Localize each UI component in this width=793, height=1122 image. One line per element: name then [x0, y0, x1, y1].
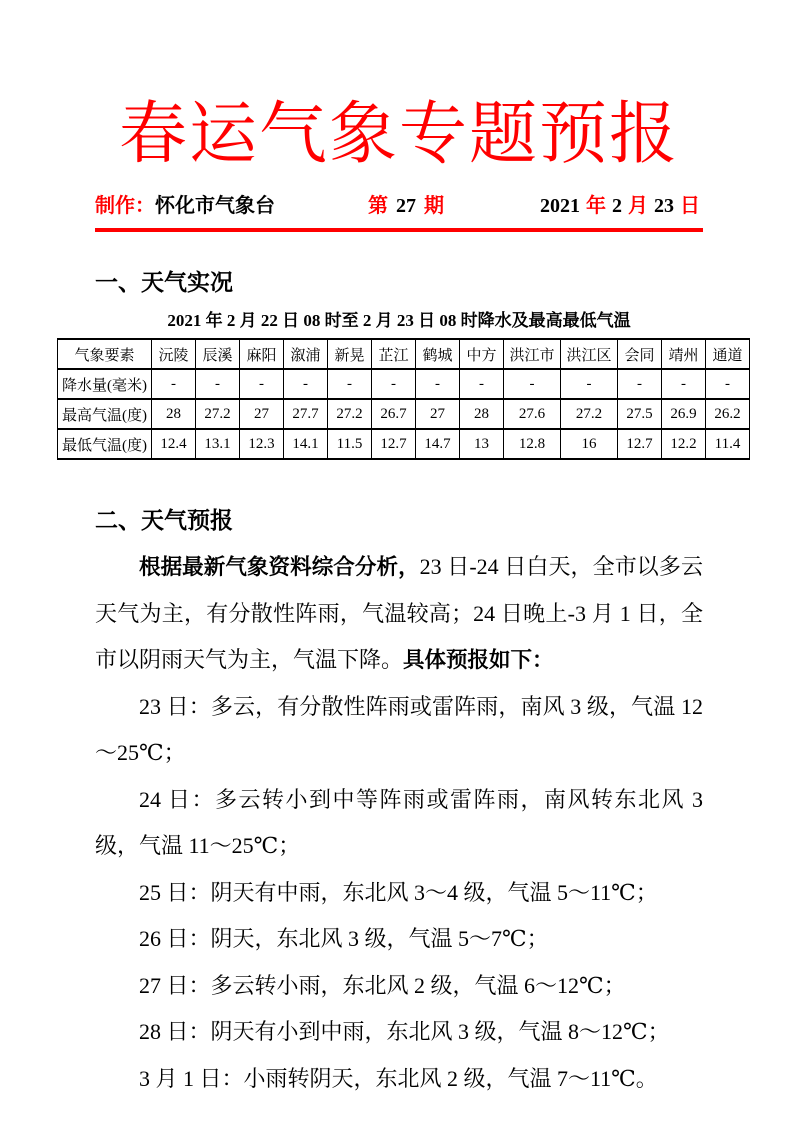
issue-value: 27 [396, 195, 416, 218]
table-col-header: 洪江区 [561, 339, 618, 369]
table-value-cell: - [662, 369, 706, 399]
weather-observation-table [57, 338, 750, 460]
table-col-header: 芷江 [372, 339, 416, 369]
table-value-cell: - [504, 369, 561, 399]
table-value-cell: 27.2 [196, 399, 240, 429]
table-value-cell: 11.4 [706, 429, 750, 459]
issue-number [364, 193, 448, 220]
forecast-day-26: 26 日：阴天，东北风 3 级，气温 5～7℃； [139, 926, 549, 952]
forecast-day-27: 27 日：多云转小雨，东北风 2 级，气温 6～12℃； [139, 972, 626, 998]
table-row-label: 最低气温(度) [58, 429, 152, 459]
table-value-cell: - [561, 369, 618, 399]
table-value-cell: 13 [460, 429, 504, 459]
producer-value: 怀化市气象台 [155, 195, 275, 218]
document-title: 春运气象专题预报 [118, 96, 679, 172]
table-body [58, 369, 750, 459]
table-col-header: 新晃 [328, 339, 372, 369]
date-day-unit: 日 [680, 195, 700, 218]
table-value-cell: 27.2 [561, 399, 618, 429]
table-col-header: 鹤城 [416, 339, 460, 369]
table-value-cell: - [328, 369, 372, 399]
table-col-header: 靖州 [662, 339, 706, 369]
table-value-cell: 12.3 [240, 429, 284, 459]
table-col-header: 麻阳 [240, 339, 284, 369]
table-value-cell: - [196, 369, 240, 399]
table-value-cell: 27 [240, 399, 284, 429]
table-value-cell: 12.4 [152, 429, 196, 459]
table-value-cell: - [416, 369, 460, 399]
table-col-header: 中方 [460, 339, 504, 369]
table-value-cell: 12.2 [662, 429, 706, 459]
table-value-cell: 11.5 [328, 429, 372, 459]
table-value-cell: 14.7 [416, 429, 460, 459]
table-col-header: 溆浦 [284, 339, 328, 369]
section2-heading: 二、天气预报 [95, 508, 233, 534]
forecast-intro-paragraph [95, 544, 703, 684]
forecast-day-25: 25 日：阴天有中雨，东北风 3～4 级，气温 5～11℃； [139, 879, 658, 905]
meta-row [95, 193, 703, 220]
issue-date [537, 193, 703, 220]
table-value-cell: - [240, 369, 284, 399]
table-col-header: 沅陵 [152, 339, 196, 369]
forecast-intro-text: 23 日-24 日白天，全市以多云天气为主，有分散性阵雨，气温较高；24 日晚上-3 月 1 日，全市以阴雨天气为主，气温下降。 [95, 554, 703, 673]
table-value-cell: 27.7 [284, 399, 328, 429]
weather-table-caption: 2021 年 2 月 22 日 08 时至 2 月 23 日 08 时降水及最高最低气温 [167, 311, 631, 331]
table-value-cell: 13.1 [196, 429, 240, 459]
date-month: 2 [612, 195, 622, 218]
table-value-cell: 26.7 [372, 399, 416, 429]
forecast-intro-lead: 根据最新气象资料综合分析， [139, 555, 420, 580]
table-value-cell: - [372, 369, 416, 399]
table-value-cell: - [706, 369, 750, 399]
table-value-cell: - [460, 369, 504, 399]
table-value-cell: 26.9 [662, 399, 706, 429]
table-row [58, 369, 750, 399]
table-value-cell: - [152, 369, 196, 399]
table-value-cell: 26.2 [706, 399, 750, 429]
date-day: 23 [654, 195, 674, 218]
table-value-cell: 27.6 [504, 399, 561, 429]
header-divider [95, 228, 703, 232]
table-row [58, 429, 750, 459]
table-col-header: 辰溪 [196, 339, 240, 369]
table-value-cell: 28 [460, 399, 504, 429]
table-value-cell: 28 [152, 399, 196, 429]
table-value-cell: 14.1 [284, 429, 328, 459]
table-value-cell: 12.8 [504, 429, 561, 459]
forecast-day-28: 28 日：阴天有小到中雨，东北风 3 级，气温 8～12℃； [139, 1019, 670, 1045]
date-year: 2021 [540, 195, 580, 218]
table-value-cell: - [618, 369, 662, 399]
table-row [58, 399, 750, 429]
table-value-cell: 27 [416, 399, 460, 429]
forecast-day-24: 24 日：多云转小到中等阵雨或雷阵雨，南风转东北风 3 级，气温 11～25℃； [95, 786, 703, 859]
section1-heading: 一、天气实况 [95, 270, 233, 296]
table-col-header: 洪江市 [504, 339, 561, 369]
issue-suffix: 期 [424, 195, 444, 218]
table-col-header: 通道 [706, 339, 750, 369]
table-value-cell: - [284, 369, 328, 399]
date-month-unit: 月 [628, 195, 648, 218]
producer [95, 193, 275, 220]
forecast-intro-tail: 具体预报如下： [403, 648, 554, 673]
table-header-row [58, 339, 750, 369]
forecast-mar-1: 3 月 1 日：小雨转阴天，东北风 2 级，气温 7～11℃。 [139, 1065, 658, 1091]
table-value-cell: 16 [561, 429, 618, 459]
producer-label: 制作： [95, 195, 155, 218]
table-col-header: 会同 [618, 339, 662, 369]
table-row-label: 降水量(毫米) [58, 369, 152, 399]
table-corner-header: 气象要素 [58, 339, 152, 369]
table-value-cell: 27.5 [618, 399, 662, 429]
issue-prefix: 第 [368, 195, 388, 218]
date-year-unit: 年 [586, 195, 606, 218]
forecast-day-23: 23 日：多云，有分散性阵雨或雷阵雨，南风 3 级，气温 12～25℃； [95, 693, 703, 766]
table-row-label: 最高气温(度) [58, 399, 152, 429]
table-value-cell: 27.2 [328, 399, 372, 429]
table-value-cell: 12.7 [372, 429, 416, 459]
table-value-cell: 12.7 [618, 429, 662, 459]
